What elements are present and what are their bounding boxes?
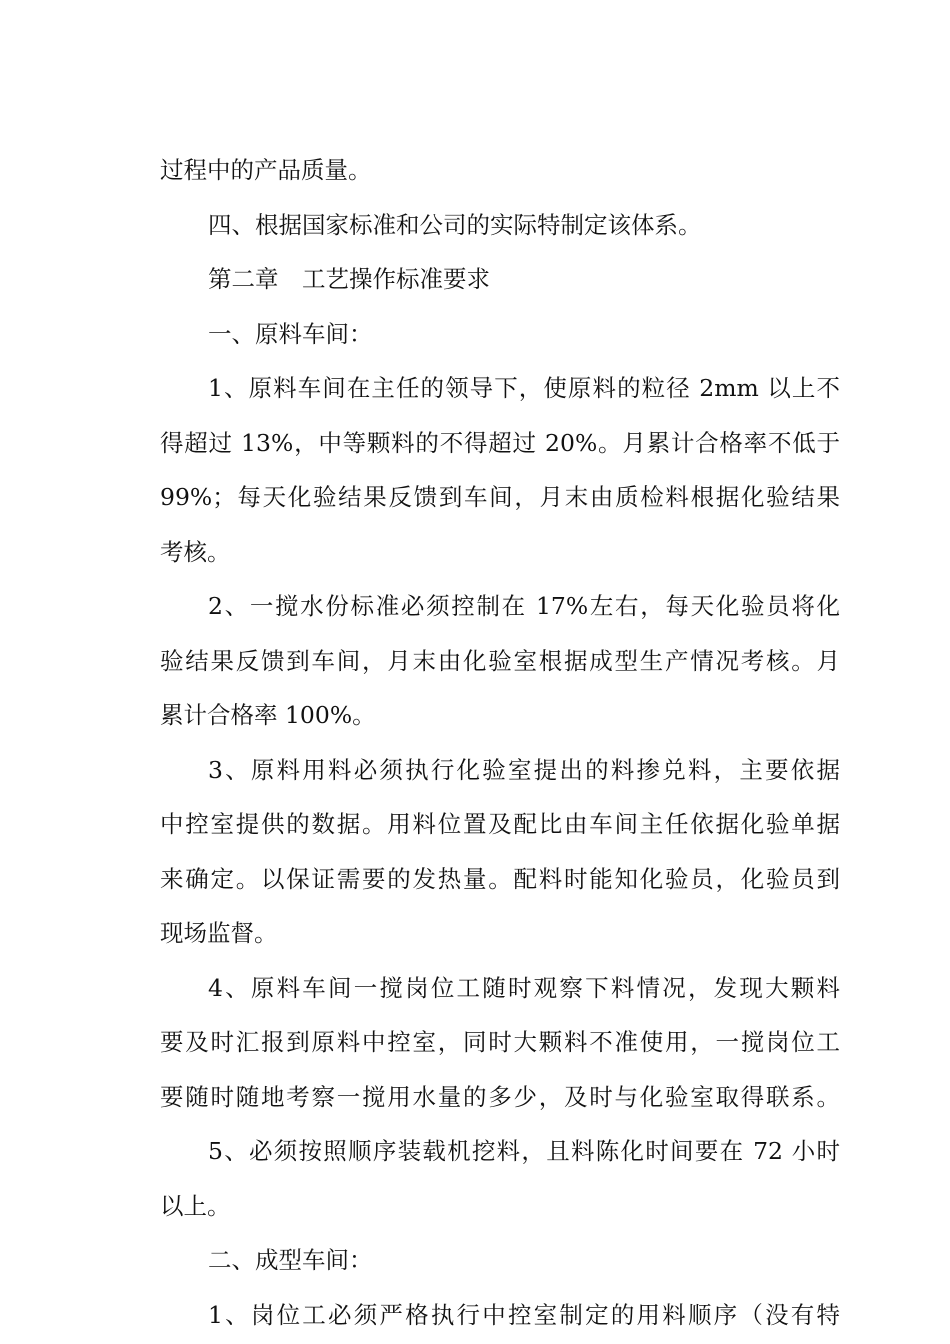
text-line: 得超过 13%，中等颗料的不得超过 20%。月累计合格率不低于	[160, 428, 840, 457]
text-line: 99%；每天化验结果反馈到车间，月末由质检料根据化验结果	[160, 483, 840, 511]
text-line: 以上。	[160, 1191, 231, 1220]
text-line: 1、原料车间在主任的领导下，使原料的粒径 2mm 以上不	[208, 374, 840, 402]
text-line: 要及时汇报到原料中控室，同时大颗料不准使用，一搅岗位工	[160, 1028, 840, 1056]
chapter-heading: 第二章 工艺操作标准要求	[208, 265, 490, 293]
document-page	[160, 143, 840, 1342]
text-line: 考核。	[160, 537, 231, 566]
text-line: 来确定。以保证需要的发热量。配料时能知化验员，化验员到	[160, 864, 840, 893]
text-line: 中控室提供的数据。用料位置及配比由车间主任依据化验单据	[160, 810, 840, 838]
text-line: 现场监督。	[160, 919, 278, 947]
text-line: 要随时随地考察一搅用水量的多少，及时与化验室取得联系。	[160, 1082, 840, 1111]
text-line: 2、一搅水份标准必须控制在 17%左右，每天化验员将化	[208, 592, 840, 620]
section-heading: 二、成型车间：	[208, 1246, 373, 1274]
text-line: 过程中的产品质量。	[160, 156, 372, 184]
text-line: 1、岗位工必须严格执行中控室制定的用料顺序（没有特	[208, 1300, 840, 1329]
text-line: 四、根据国家标准和公司的实际特制定该体系。	[208, 210, 702, 239]
text-line: 验结果反馈到车间，月末由化验室根据成型生产情况考核。月	[160, 646, 840, 675]
section-heading: 一、原料车间：	[208, 319, 373, 348]
text-line: 3、原料用料必须执行化验室提出的料掺兑料，主要依据	[208, 755, 840, 784]
text-line: 4、原料车间一搅岗位工随时观察下料情况，发现大颗料	[208, 973, 840, 1002]
text-line: 累计合格率 100%。	[160, 701, 376, 729]
text-line: 5、必须按照顺序装载机挖料，且料陈化时间要在 72 小时	[208, 1137, 840, 1165]
